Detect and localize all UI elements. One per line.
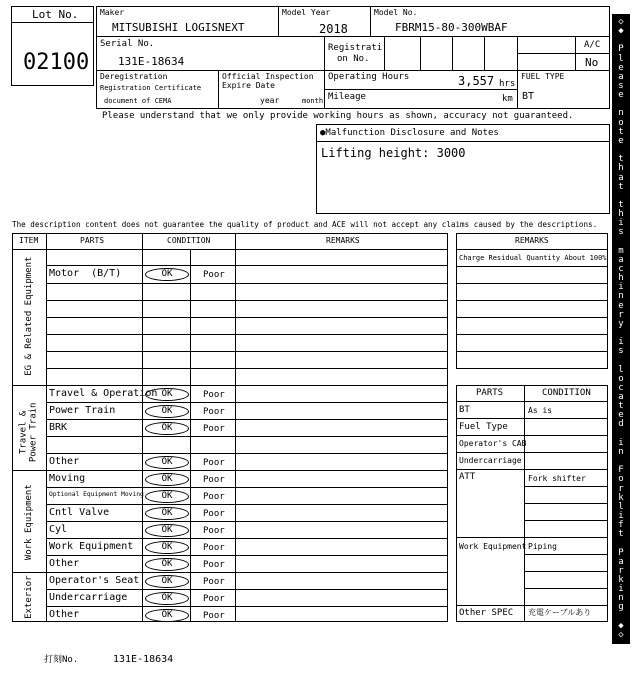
travel-operation-ok-option[interactable]: OK	[145, 388, 189, 401]
side-notice-char: P	[618, 44, 624, 55]
lot-number: 02100	[23, 50, 90, 75]
hours-notice: Please understand that we only provide working hours as shown, accuracy not guaranteed.	[102, 111, 574, 121]
right-work-equipment-condition: Piping	[528, 542, 557, 551]
km-unit: km	[502, 94, 513, 104]
right-bt-condition: As is	[528, 406, 553, 415]
side-notice-char: n	[618, 108, 624, 119]
side-notice-char: s	[618, 81, 624, 92]
brk-poor-option[interactable]: Poor	[203, 424, 225, 434]
section-exterior: Exterior	[23, 575, 34, 619]
section-eg-equipment: EG & Related Equipment	[23, 256, 34, 376]
side-notice-char: ◆	[618, 26, 624, 37]
section-work-equipment: Work Equipment	[23, 484, 34, 561]
side-notice-char: i	[618, 584, 624, 595]
maker-label: Maker	[100, 8, 125, 17]
month-label: month	[302, 97, 324, 105]
side-notice-char: n	[618, 291, 624, 302]
side-notice-char: g	[618, 602, 624, 613]
side-notice-char: o	[618, 117, 624, 128]
side-notice-banner	[612, 14, 630, 644]
right-other-spec-condition: 充電ケーブルあり	[528, 608, 592, 617]
right-att-condition: Fork shifter	[528, 474, 586, 483]
item-header: ITEM	[19, 236, 39, 245]
right-parts-header: PARTS	[476, 388, 504, 398]
brk-ok-option[interactable]: OK	[145, 422, 189, 435]
side-notice-char: i	[618, 437, 624, 448]
inspection-label-2: Expire Date	[222, 81, 275, 90]
section-travel-power-train: Travel & Power Train	[18, 402, 39, 463]
registration-label: Registrati	[328, 43, 383, 53]
cntl-valve-poor-option[interactable]: Poor	[203, 509, 225, 519]
work-other-ok-option[interactable]: OK	[145, 558, 189, 571]
row-operators-seat-label: Operator's Seat	[49, 575, 140, 586]
right-undercarriage-label: Undercarriage	[459, 456, 522, 465]
hrs-unit: hrs	[499, 79, 516, 89]
right-other-spec-label: Other SPEC	[459, 608, 514, 618]
work-equipment-poor-option[interactable]: Poor	[203, 543, 225, 553]
side-notice-char: h	[618, 273, 624, 284]
model-year-value: 2018	[319, 22, 348, 36]
side-notice-char: h	[618, 209, 624, 220]
side-notice-char: a	[618, 392, 624, 403]
travel-other-ok-option[interactable]: OK	[145, 456, 189, 469]
side-notice-char: e	[618, 410, 624, 421]
right-operator-cab-label: Operator's CAB	[459, 439, 527, 448]
moving-poor-option[interactable]: Poor	[203, 475, 225, 485]
side-notice-char: r	[618, 483, 624, 494]
disclaimer: The description content does not guarantee the quality of product and ACE will not accept any claims caused by the descriptions.	[12, 220, 598, 229]
side-notice-char: l	[618, 364, 624, 375]
charge-residual-note: Charge Residual Quantity About 100%	[459, 254, 607, 262]
operators-seat-poor-option[interactable]: Poor	[203, 577, 225, 587]
side-notice-char: t	[618, 199, 624, 210]
side-notice-char: y	[618, 318, 624, 329]
remarks-header: REMARKS	[326, 236, 360, 245]
condition-header: CONDITION	[167, 236, 211, 245]
side-notice-char: a	[618, 71, 624, 82]
side-notice-char: i	[618, 282, 624, 293]
undercarriage-ok-option[interactable]: OK	[145, 592, 189, 605]
operators-seat-ok-option[interactable]: OK	[145, 575, 189, 588]
side-notice-char: t	[618, 126, 624, 137]
row-work-equipment-label: Work Equipment	[49, 541, 134, 552]
registration-certificate-label: Registration Certificate	[100, 84, 202, 92]
side-notice-char: i	[618, 510, 624, 521]
malfunction-title: ●Malfunction Disclosure and Notes	[320, 128, 499, 138]
side-notice-char: a	[618, 254, 624, 265]
side-notice-char: r	[618, 309, 624, 320]
exterior-other-ok-option[interactable]: OK	[145, 609, 189, 622]
row-travel-operation-label: Travel & Operation	[49, 388, 158, 399]
side-notice-char: o	[618, 373, 624, 384]
side-notice-char: r	[618, 565, 624, 576]
row-brk-label: BRK	[49, 422, 68, 433]
power-train-ok-option[interactable]: OK	[145, 405, 189, 418]
stamp-number-value: 131E-18634	[113, 654, 174, 665]
side-notice-char: ◇	[618, 629, 624, 640]
side-notice-char: e	[618, 300, 624, 311]
side-notice-char: t	[618, 401, 624, 412]
optional-moving-ok-option[interactable]: OK	[145, 490, 189, 503]
side-notice-char: m	[618, 245, 624, 256]
side-notice-char: c	[618, 382, 624, 393]
row-optional-moving-label: Optional Equipment Moving	[49, 491, 144, 498]
work-equipment-ok-option[interactable]: OK	[145, 541, 189, 554]
cyl-poor-option[interactable]: Poor	[203, 526, 225, 536]
side-notice-char: e	[618, 135, 624, 146]
side-notice-char: l	[618, 53, 624, 64]
cyl-ok-option[interactable]: OK	[145, 524, 189, 537]
row-exterior-other-label: Other	[49, 609, 80, 620]
right-remarks-header: REMARKS	[515, 236, 549, 245]
side-notice-char: i	[618, 218, 624, 229]
side-notice-char: ◆	[618, 620, 624, 631]
work-other-poor-option[interactable]: Poor	[203, 560, 225, 570]
row-motor-label: Motor (B/T)	[49, 268, 122, 279]
side-notice-char: l	[618, 501, 624, 512]
side-notice-char: h	[618, 163, 624, 174]
stamp-number-label: 打刻No.	[44, 655, 79, 665]
side-notice-char: k	[618, 574, 624, 585]
side-notice-char: n	[618, 446, 624, 457]
side-notice-char: i	[618, 337, 624, 348]
parts-header: PARTS	[80, 236, 105, 245]
row-undercarriage-label: Undercarriage	[49, 592, 128, 603]
right-att-label: ATT	[459, 472, 476, 482]
side-notice-char: n	[618, 593, 624, 604]
side-notice-char: s	[618, 346, 624, 357]
row-work-other-label: Other	[49, 558, 80, 569]
fuel-type-label: FUEL TYPE	[521, 72, 565, 81]
side-notice-char: P	[618, 547, 624, 558]
side-notice-char: a	[618, 172, 624, 183]
maker-value: MITSUBISHI LOGISNEXT	[112, 21, 245, 34]
side-notice-char: s	[618, 227, 624, 238]
side-notice-char: c	[618, 263, 624, 274]
row-power-train-label: Power Train	[49, 405, 116, 416]
motor-poor-option[interactable]: Poor	[203, 270, 225, 280]
travel-operation-poor-option[interactable]: Poor	[203, 390, 225, 400]
side-notice-char: t	[618, 181, 624, 192]
side-notice-char: o	[618, 474, 624, 485]
undercarriage-poor-option[interactable]: Poor	[203, 594, 225, 604]
right-bt-label: BT	[459, 405, 470, 415]
right-condition-header: CONDITION	[542, 388, 591, 398]
power-train-poor-option[interactable]: Poor	[203, 407, 225, 417]
right-fuel-type-label: Fuel Type	[459, 422, 508, 432]
exterior-other-poor-option[interactable]: Poor	[203, 611, 225, 621]
side-notice-char: t	[618, 529, 624, 540]
side-notice-char: a	[618, 556, 624, 567]
operating-hours-label: Operating Hours	[328, 72, 410, 82]
optional-moving-poor-option[interactable]: Poor	[203, 492, 225, 502]
row-cyl-label: Cyl	[49, 524, 68, 535]
model-no-value: FBRM15-80-300WBAF	[395, 21, 508, 34]
mileage-label: Mileage	[328, 92, 366, 102]
inspection-label: Official Inspection	[222, 72, 314, 81]
cntl-valve-ok-option[interactable]: OK	[145, 507, 189, 520]
deregistration-label: Deregistration	[100, 72, 168, 81]
travel-other-poor-option[interactable]: Poor	[203, 458, 225, 468]
side-notice-char: k	[618, 492, 624, 503]
row-travel-other-label: Other	[49, 456, 80, 467]
ac-value: No	[585, 56, 599, 69]
serial-value: 131E-18634	[118, 55, 185, 68]
side-notice-char: t	[618, 154, 624, 165]
operating-hours-value: 3,557	[458, 74, 495, 88]
side-notice-char: e	[618, 90, 624, 101]
year-label: year	[260, 96, 280, 105]
motor-ok-option[interactable]: OK	[145, 268, 189, 281]
moving-ok-option[interactable]: OK	[145, 473, 189, 486]
row-moving-label: Moving	[49, 473, 86, 484]
side-notice-char: e	[618, 62, 624, 73]
registration-label-2: on No.	[337, 54, 370, 64]
row-cntl-valve-label: Cntl Valve	[49, 507, 110, 518]
side-notice-char: F	[618, 465, 624, 476]
fuel-type-value: BT	[522, 91, 535, 102]
ac-label: A/C	[584, 40, 601, 50]
right-work-equipment-label: Work Equipment	[459, 542, 527, 551]
side-notice-char: d	[618, 419, 624, 430]
model-no-label: Model No.	[374, 8, 418, 17]
cema-label: document of CEMA	[104, 97, 172, 105]
model-year-label: Model Year	[282, 8, 331, 17]
side-notice-char: ◇	[618, 17, 624, 27]
malfunction-text: Lifting height: 3000	[321, 146, 466, 160]
side-notice-char: f	[618, 520, 624, 531]
serial-label: Serial No.	[100, 39, 155, 49]
lot-label: Lot No.	[32, 8, 79, 21]
